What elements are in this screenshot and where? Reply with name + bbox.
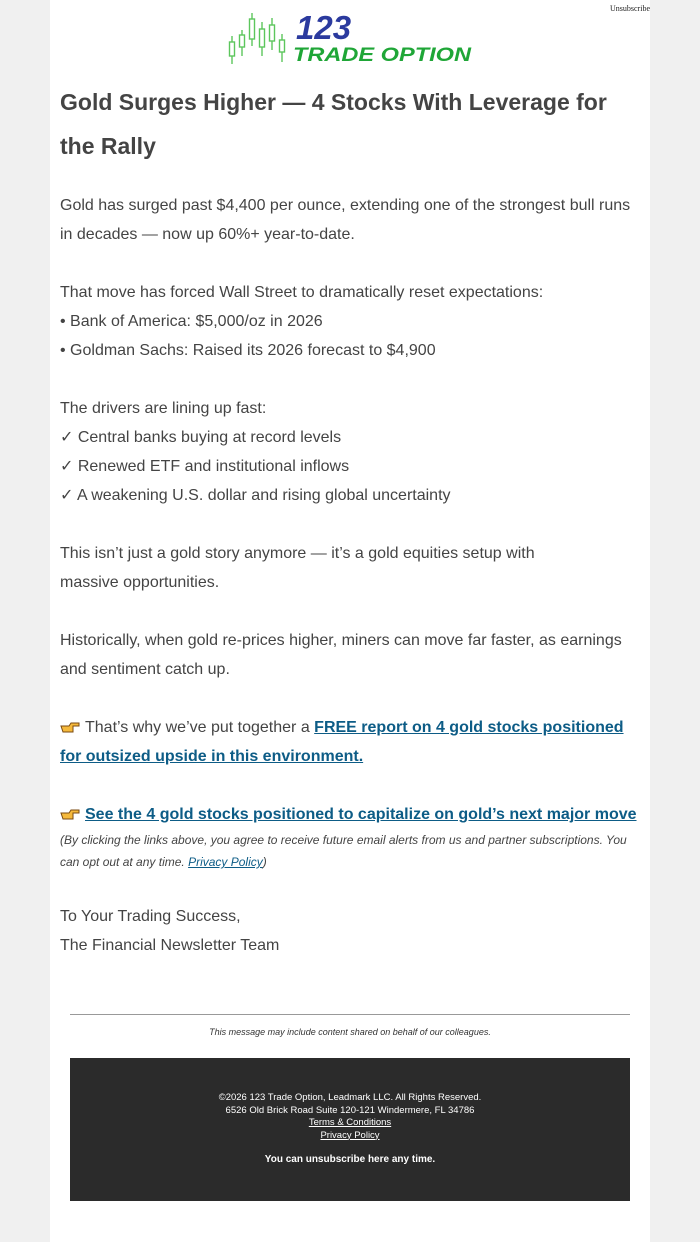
gold-stocks-link[interactable]: See the 4 gold stocks positioned to capitalize on gold’s next major move (85, 806, 637, 823)
email-body (50, 0, 650, 1242)
footer-address: 6526 Old Brick Road Suite 120-121 Windermere, FL 34786 (225, 1104, 475, 1116)
logo-number: 123 (296, 10, 352, 46)
unsubscribe-link[interactable]: Unsubscribe (610, 4, 650, 13)
cta-paragraph-2 (60, 800, 645, 829)
setup-paragraph: This isn’t just a gold story anymore — it’s a gold equities setup with massive opportunities. (60, 545, 535, 591)
terms-link[interactable]: Terms & Conditions (308, 1117, 392, 1128)
cta-prefix: That’s why we’ve put together a (85, 719, 315, 736)
article-title: Gold Surges Higher — 4 Stocks With Leverage for the Rally (60, 89, 607, 159)
intro-paragraph: Gold has surged past $4,400 per ounce, extending one of the strongest bull runs in decades — now up 60%+ year-to-date. (60, 197, 631, 243)
footer-privacy-link[interactable]: Privacy Policy (320, 1129, 380, 1141)
forecast-block (60, 278, 645, 365)
privacy-policy-link[interactable]: Privacy Policy (188, 855, 263, 869)
free-report-link[interactable]: FREE report on 4 gold stocks positioned for outsized upside in this environment. (60, 719, 624, 765)
footer-divider (70, 1014, 630, 1015)
footer-note: This message may include content shared on behalf of our colleagues. (209, 1027, 491, 1037)
article (60, 80, 645, 989)
footer-copyright: ©2026 123 Trade Option, Leadmark LLC. All Rights Reserved. (218, 1092, 482, 1103)
footer-unsubscribe[interactable]: You can unsubscribe here any time. (264, 1154, 436, 1165)
disclaimer (60, 829, 645, 873)
forecast-item: • Bank of America: $5,000/oz in 2026 (60, 313, 323, 330)
history-paragraph: Historically, when gold re-prices higher, miners can move far faster, as earnings and sentiment catch up. (60, 632, 622, 678)
drivers-block (60, 394, 645, 510)
footer (70, 1058, 630, 1201)
brand-logo (226, 10, 476, 70)
disclaimer-text: (By clicking the links above, you agree to receive future email alerts from us and partner subscriptions. You can opt out at any time. (60, 833, 627, 869)
logo-name: TRADE OPTION (293, 45, 473, 66)
driver-item: ✓ Renewed ETF and institutional inflows (60, 458, 350, 475)
forecast-intro: That move has forced Wall Street to dramatically reset expectations: (60, 284, 544, 301)
candlestick-icon (230, 13, 285, 64)
signoff (60, 902, 645, 960)
drivers-intro: The drivers are lining up fast: (60, 400, 267, 417)
driver-item: ✓ A weakening U.S. dollar and rising global uncertainty (60, 487, 451, 504)
pointing-hand-icon (60, 720, 80, 734)
forecast-item: • Goldman Sachs: Raised its 2026 forecast to $4,900 (60, 342, 436, 359)
signoff-line: To Your Trading Success, (60, 908, 241, 925)
signoff-team: The Financial Newsletter Team (60, 937, 280, 954)
driver-item: ✓ Central banks buying at record levels (60, 429, 342, 446)
cta-paragraph-1 (60, 713, 645, 771)
pointing-hand-icon (60, 807, 80, 821)
disclaimer-end: ) (262, 855, 267, 869)
